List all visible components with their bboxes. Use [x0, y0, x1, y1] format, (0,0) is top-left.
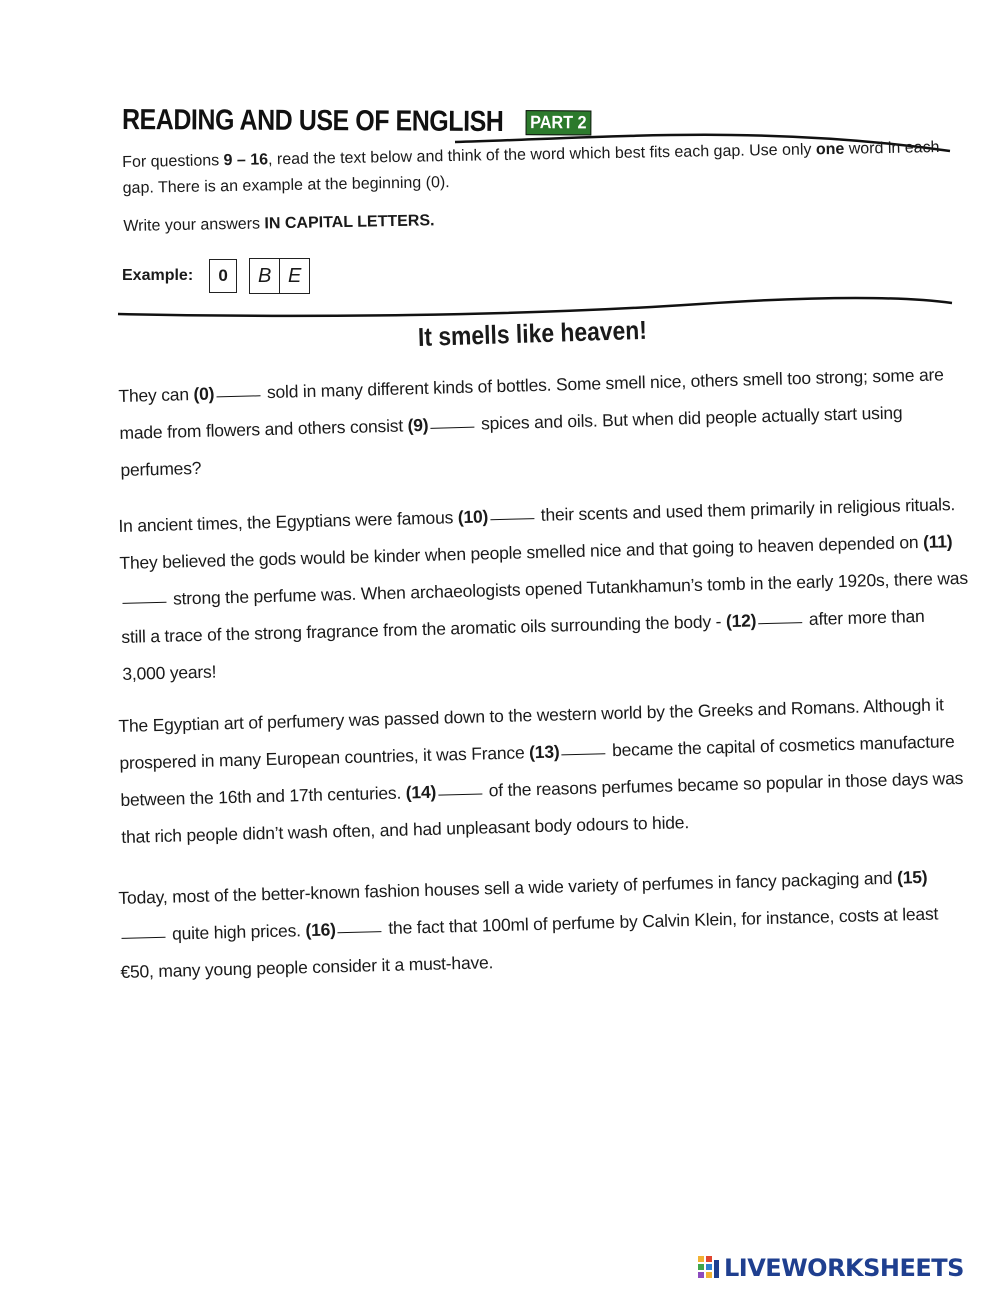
gap-blank[interactable]	[430, 426, 474, 429]
gap-number: (10)	[457, 506, 489, 528]
story-title: It smells like heaven!	[417, 314, 648, 352]
instruction-text: , read the text below and think of the word which best fits each gap. Use only	[267, 141, 817, 169]
gap-number: (11)	[922, 531, 953, 552]
example-letter-2: E	[279, 259, 309, 293]
paragraph-text: after more than 3,000 years!	[122, 605, 925, 684]
paragraph-text: Today, most of the better-known fashion houses sell a wide variety of perfumes in fancy packaging and	[118, 867, 898, 908]
gap-blank[interactable]	[216, 394, 260, 397]
gap-blank[interactable]	[338, 930, 382, 933]
gap-number: (15)	[896, 866, 928, 888]
gap-blank[interactable]	[490, 517, 534, 520]
paragraph-3	[118, 686, 972, 856]
example-answer-box	[249, 258, 310, 294]
example-number-box: 0	[209, 259, 237, 293]
example-label: Example:	[122, 267, 194, 284]
gap-blank[interactable]	[122, 601, 166, 604]
instruction-text: For questions	[122, 152, 224, 171]
liveworksheets-logo-icon	[698, 1256, 720, 1280]
gap-blank[interactable]	[561, 752, 605, 755]
logo-text: LIVEWORKSHEETS	[724, 1254, 964, 1282]
instruction-text: word in each gap. There is an example at the beginning (0).	[122, 139, 940, 197]
gap-number: (0)	[193, 383, 215, 405]
section-title: READING AND USE OF ENGLISH	[121, 104, 504, 138]
paragraph-text: They can	[118, 384, 194, 406]
gap-blank[interactable]	[121, 936, 165, 939]
gap-blank[interactable]	[438, 792, 482, 795]
paragraph-text: became the capital of cosmetics manufacture between the 16th and 17th centuries.	[120, 731, 955, 810]
paragraph-4	[118, 858, 971, 991]
liveworksheets-logo[interactable]	[698, 1254, 964, 1282]
gap-number: (14)	[405, 781, 437, 803]
paragraph-text: of the reasons perfumes became so popular in those days was that rich people didn’t wash often, and had unpleasant body odours to hide.	[121, 767, 964, 847]
paragraph-text: The Egyptian art of perfumery was passed down to the western world by the Greeks and Romans. Although it prospered in many European countries, it was France	[118, 694, 944, 773]
paragraph-text: quite high prices.	[167, 920, 306, 944]
divider-curve	[118, 298, 952, 316]
gap-number: (9)	[407, 414, 429, 436]
gap-number: (13)	[528, 741, 560, 763]
part-badge: PART 2	[525, 110, 591, 135]
example-row	[122, 258, 310, 294]
paragraph-text: spices and oils. But when did people actually start using perfumes?	[120, 402, 903, 480]
paragraph-text: sold in many different kinds of bottles. Some smell nice, others smell too strong; some are made from flowers and others consist	[119, 364, 944, 443]
paragraph-text: strong the perfume was. When archaeologists opened Tutankhamun’s tomb in the early 1920s, there was still a trace of the strong fragrance from the aromatic oils surrounding the body -	[121, 567, 969, 647]
paragraph-2	[118, 486, 973, 693]
gap-number: (16)	[305, 919, 336, 941]
paragraph-1	[118, 356, 971, 489]
instructions	[122, 135, 954, 240]
paragraph-text: In ancient times, the Egyptians were famous	[118, 507, 459, 536]
question-range: 9 – 16	[223, 151, 269, 170]
gap-number: (12)	[725, 610, 757, 632]
instruction-text: Write your answers	[123, 215, 265, 235]
gap-blank[interactable]	[758, 621, 802, 624]
instruction-emphasis: IN CAPITAL LETTERS.	[264, 212, 435, 233]
paragraph-text: the fact that 100ml of perfume by Calvin Klein, for instance, costs at least €50, many young people consider it a must-have.	[120, 903, 939, 982]
paragraph-text: their scents and used them primarily in religious rituals. They believed the gods would be kinder when people smelled nice and that going to heaven depended on	[119, 494, 956, 573]
example-letter-1: B	[257, 264, 272, 287]
instruction-emphasis: one	[815, 140, 845, 159]
section-header	[122, 104, 594, 139]
